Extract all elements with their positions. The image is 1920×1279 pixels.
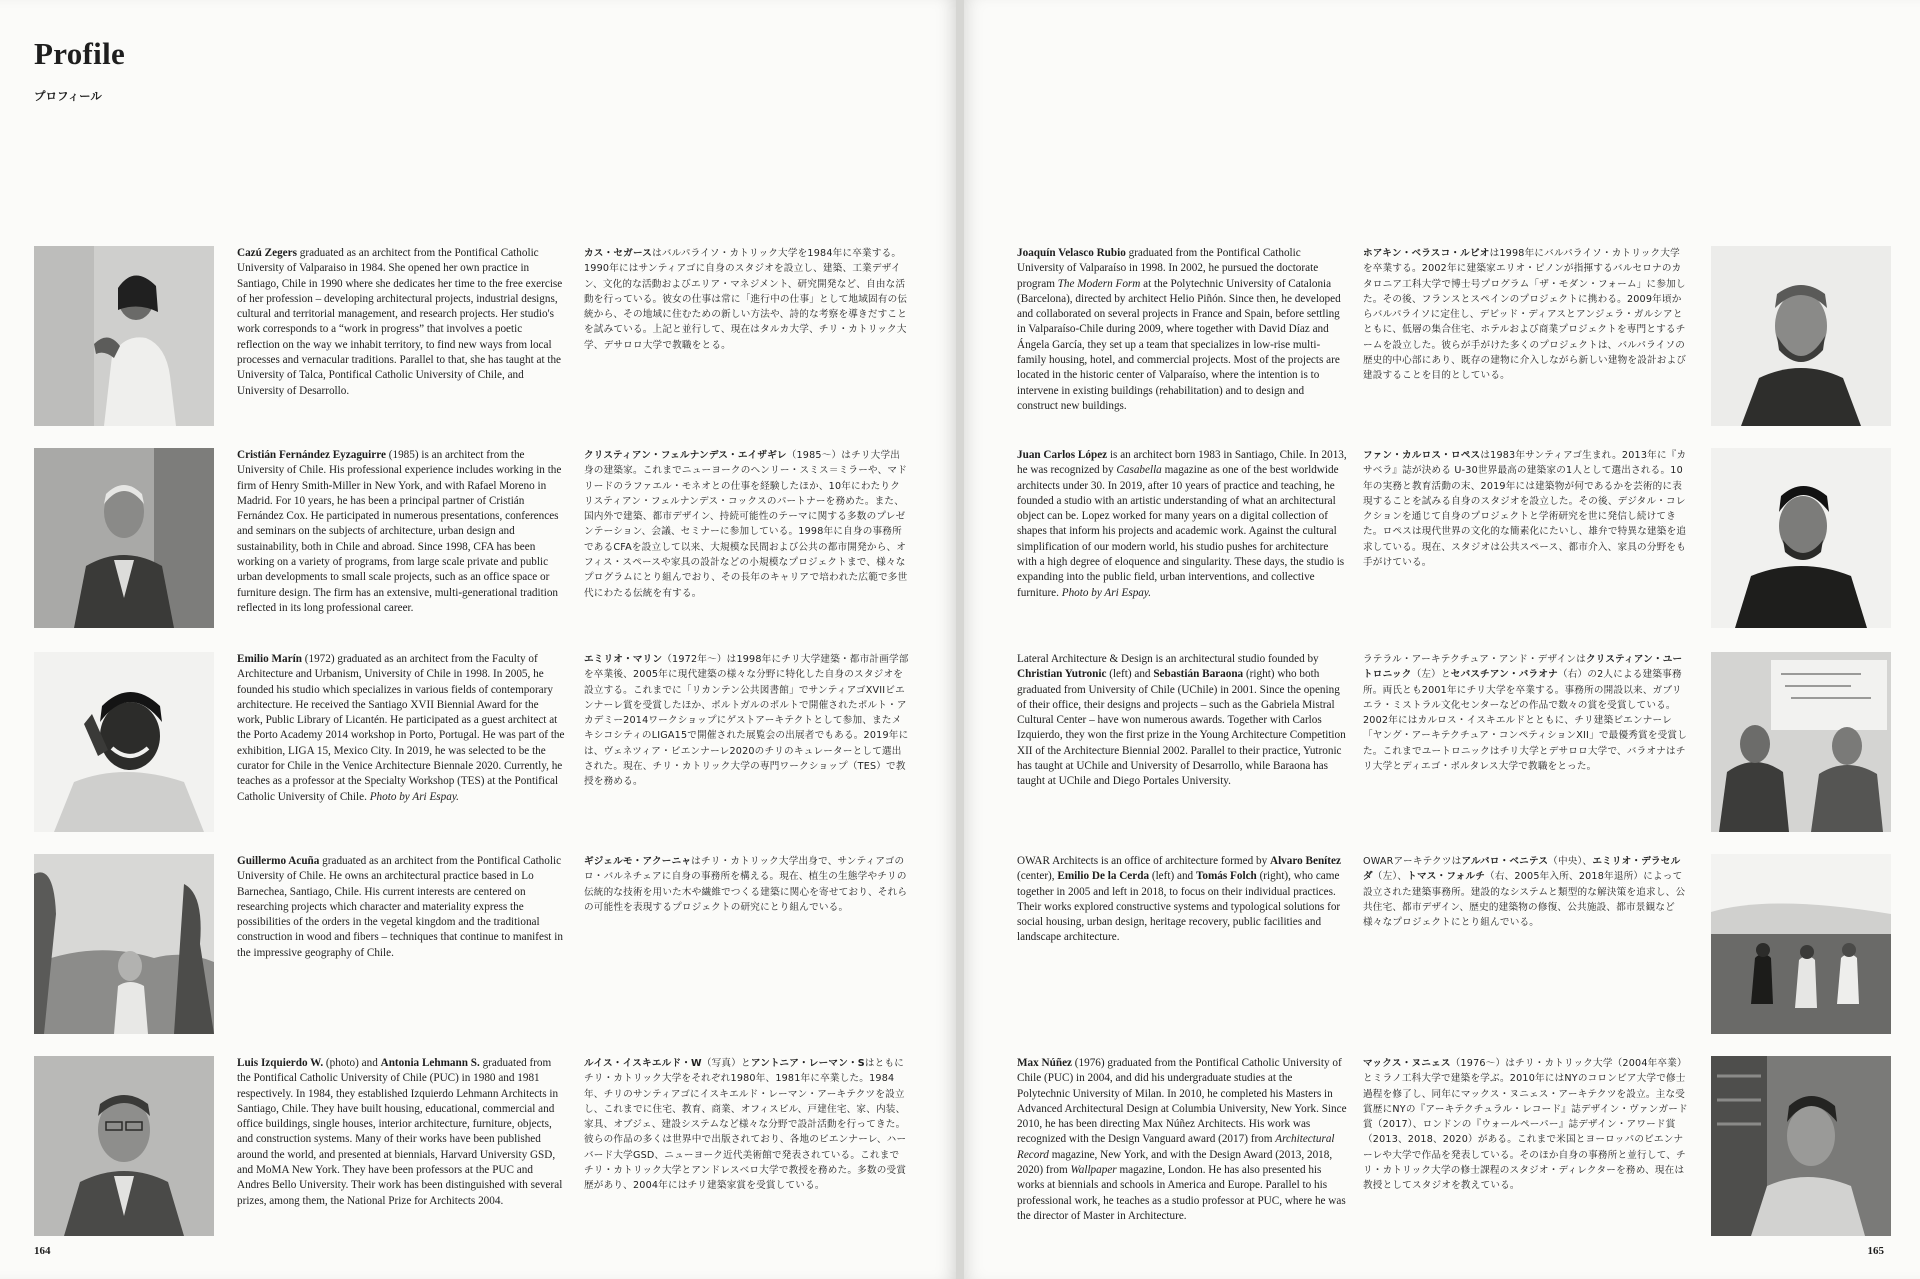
- profile-bio-ja: はチリ・カトリック大学出身で、サンティアゴのロ・バルネチェアに自身の事務所を構える。現在、植生の生態学やチリの伝統的な技術を用いた木や繊維でつくる建築に関心を寄せており、それらの可能性を表現するプロジェクトの研究にとり組んでいる。: [584, 856, 908, 913]
- profile-bio-en-part: magazine, New York, and with the Design Award (2013, 2018, 2020) from: [1017, 1148, 1333, 1177]
- profile-bio-en: is an architect born 1983 in Santiago, Chile. In 2013, he was recognized by: [1017, 449, 1347, 477]
- portrait-photo: [1711, 1056, 1891, 1236]
- profile-text-ja: [584, 448, 909, 601]
- portrait-photo: [34, 1056, 214, 1236]
- profile-text-en: [1017, 652, 1347, 790]
- profile-name-ja: クリスティアン・フェルナンデス・エイザギレ: [584, 450, 787, 461]
- profile-bio-ja: は1998年にバルパライソ・カトリック大学を卒業する。2002年に建築家エリオ・ピノンが指揮するバルセロナのカタロニア工科大学で博士号プログラム「ザ・モダン・フォーム」に参加した。その後、フランスとスペインのプロジェクトに携わる。2009年頃からバルパライソに定住し、デビッド・ディアスとアンジェラ・ガルシアとともに、低層の集合住宅、ホテルおよび商業プロジェクトを専門とするチームを設立した。彼らが手がけた多くのプロジェクトは、バルパライソの歴史的中心部にあり、既存の建物に介入しながら新しい建物を設計および建設することを目的としている。: [1363, 248, 1687, 382]
- profile-name-ja: クリスティアン・ユートロニック: [1363, 654, 1683, 681]
- profile-bio-en-part: (left) and: [1149, 870, 1196, 883]
- profile-text-en: [237, 854, 567, 961]
- profile-entry: [964, 854, 1920, 1036]
- profile-bio-ja-part: （左）と: [1411, 669, 1451, 681]
- profile-name-en: Cristián Fernández Eyzaguirre: [237, 449, 386, 461]
- book-gutter: [956, 0, 964, 1279]
- portrait-photo: [34, 652, 214, 832]
- profile-name-en: Max Núñez: [1017, 1057, 1072, 1069]
- profile-text-en: [1017, 1056, 1347, 1224]
- profile-bio-en-part: magazine as one of the best worldwide architects under 30. In 2019, after 10 years of practice and teaching, he founded a studio with an artistic understanding of what an architectural object can be. Lopez worked for many years on a digital collection of shapes that inform his projects and academic work. Against the cultural simplification of our modern world, his studio pushes for architecture with a high degree of eloquence and singularity. These days, the studio is expanding into the public field, urban interventions, and collective furniture.: [1017, 464, 1345, 599]
- left-page: [0, 0, 956, 1279]
- profile-name-ja: アルバロ・ベニテス: [1461, 856, 1549, 867]
- profile-text-en: [1017, 854, 1347, 946]
- profile-bio-ja-part: （左）、: [1372, 871, 1408, 883]
- profile-name-ja-3: トマス・フォルチ: [1407, 871, 1486, 883]
- page-title: Profile: [34, 36, 126, 71]
- profile-bio-ja: は1983年サンティアゴ生まれ。2013年に『カサベラ』誌が決める U-30世界最高の建築家の1人として選出される。10年の実務と教育活動の末、2019年には建築物が何であるかを芸術的に表現することを試みる自身のスタジオを設立した。その後、デジタル・コレクションを通じて自身のプロジェクトと学術研究を世に発信し続けてきた。ロペスは現代世界の文化的な簡素化にたいし、雄弁で特異な建築を追求している。現在、スタジオは公共スペース、都市介入、家具の分野をも手がけている。: [1363, 450, 1687, 569]
- profile-name-ja-2: エミリオ・デラセルダ: [1363, 856, 1681, 883]
- profile-name-en-3: Tomás Folch: [1195, 870, 1257, 883]
- portrait-photo: [1711, 246, 1891, 426]
- profile-text-ja: [584, 246, 909, 353]
- profile-entry: [0, 1056, 956, 1238]
- page-subtitle: プロフィール: [34, 89, 102, 103]
- profile-name-en: Joaquín Velasco Rubio: [1017, 247, 1126, 259]
- profile-entry: [964, 1056, 1920, 1238]
- profile-text-en: [237, 448, 567, 616]
- profile-text-ja: [1363, 1056, 1688, 1194]
- publication-title: Wallpaper: [1070, 1164, 1117, 1177]
- portrait-photo: [1711, 652, 1891, 832]
- page-number: 164: [34, 1245, 51, 1257]
- profile-text-ja: [1363, 854, 1688, 930]
- publication-title: Casabella: [1116, 464, 1162, 477]
- profile-name-en: Juan Carlos López: [1017, 449, 1108, 461]
- profile-text-en: [237, 652, 567, 805]
- profile-name-ja: マックス・ヌニェス: [1363, 1058, 1451, 1069]
- profile-name-ja-2: セバスチアン・バラオナ: [1450, 669, 1558, 681]
- page-number: 165: [1867, 1245, 1884, 1257]
- profile-name-ja: ホアキン・ベラスコ・ルビオ: [1363, 248, 1490, 259]
- profile-bio-en-part: at the Polytechnic University of Catalonia (Barcelona), directed by architect Helio Piñón. Since then, he developed and collaborated on several projects in France and Spain, before settling in Valparaíso-Chile during 2009, where together with David Díaz and Ángela García, they set up a team that specializes in low-rise multi-family housing, hotel, and commercial projects. Most of the projects are located in the historic center of Valparaíso, where the intention is to intervene in existing buildings (rehabilitation) and to design and construct new buildings.: [1017, 277, 1341, 412]
- profile-name-ja-2: アントニア・レーマン・S: [750, 1058, 865, 1069]
- profile-name-en: Luis Izquierdo W.: [237, 1057, 324, 1069]
- profile-bio-ja-part: OWARアーキテクツは: [1363, 856, 1462, 867]
- profile-bio-ja: （1976〜）はチリ・カトリック大学（2004年卒業）とミラノ工科大学で建築を学ぶ。2010年にはNYのコロンビア大学で修士過程を修了し、同年にマックス・ヌニェス・アーキテクツを設立。主な受賞歴にNYの『アーキテクチュラル・レコード』誌デザイン・ヴァンガード賞（2017）、ロンドンの『ウォールペーパー』誌デザイン・アワード賞（2013、2018、2020）がある。これまで米国とヨーロッパのビエンナーレや大学で作品を発表している。そのほか自身の事務所と並行して、チリ・カトリック大学の修士課程のスタジオ・ディレクターを務め、現在は教授としてスタジオを教えている。: [1363, 1058, 1688, 1192]
- profile-name-en: Alvaro Benítez: [1269, 855, 1341, 867]
- profile-name-ja: ギジェルモ・アクーニャ: [584, 856, 692, 867]
- profile-entry: [0, 854, 956, 1036]
- profile-text-ja: [584, 854, 909, 915]
- profile-entry: [964, 448, 1920, 630]
- profile-name-en: Christian Yutronic: [1017, 668, 1107, 681]
- profile-bio-en-part: magazine, London. He has also presented his works at biennials and schools in America and Europe. Parallel to his professional work, he teaches as a studio professor at PUC, where he was the director of Master in Architecture.: [1017, 1164, 1346, 1222]
- profile-bio-ja: （右、2005年入所、2018年退所）によって設立された建築事務所。建設的なシステムと類型的な解決策を追求し、公共住宅、都市デザイン、歴史的建築物の修復、公共施設、都市景観など様々なプロジェクトにとり組んでいる。: [1363, 871, 1686, 929]
- profile-text-ja: [1363, 448, 1688, 570]
- profile-name-en: Emilio Marín: [237, 653, 302, 665]
- profile-name-en: Guillermo Acuña: [237, 855, 320, 867]
- profile-entry: [0, 246, 956, 428]
- profile-name-en-2: Sebastián Baraona: [1153, 668, 1244, 681]
- profile-bio-en: (1976) graduated from the Pontifical Catholic University of Chile (PUC) in 2004, and did his undergraduate studies at the Polytechnic University of Milan. In 2010, he completed his Masters in Advanced Architectural Design at Columbia University, New York. Since 2010, he has been directing Max Núñez Architects. His work was recognized with the Design Vanguard award (2017) from: [1017, 1057, 1347, 1146]
- profile-bio-ja: はともにチリ・カトリック大学をそれぞれ1980年、1981年に卒業した。1984年、チリのサンティアゴにイスキエルド・レーマン・アーキテクツを設立し、これまでに住宅、教育、商業、オフィスビル、戸建住宅、家、内装、家具、オブジェ、建設システムなど様々な分野で設計活動を行ってきた。彼らの作品の多くは世界中で出版されており、各地のビエンナーレ、ハーバード大学GSD、ニューヨーク近代美術館で発表されている。これまでチリ・カトリック大学とアンドレスベロ大学で教授を務めた。多数の受賞歴があり、2004年にはチリ建築家賞を受賞している。: [584, 1058, 907, 1192]
- profile-entry: [0, 448, 956, 630]
- profile-bio-en-part: Lateral Architecture & Design is an architectural studio founded by: [1017, 653, 1319, 665]
- profile-text-en: [1017, 246, 1347, 414]
- profile-name-ja: ファン・カルロス・ロペス: [1363, 450, 1481, 461]
- profile-name-en-2: Antonia Lehmann S.: [380, 1057, 480, 1069]
- profile-bio-en: graduated as an architect from the Pontifical Catholic University of Valparaiso in 1984. She opened her own practice in Santiago, Chile in 1990 where she dedicates her time to the free exercise of her profession – developing architectural projects, industrial designs, cultural and territorial management, and research projects. Her studio's work corresponds to a “work in progress” that involves a poetic reflection on the way we inhabit territory, to find new ways from local processes and vernacular traditions. Parallel to that, she has taught at the University of Talca, Pontifical Catholic University of Chile, and University of Desarrollo.: [237, 247, 563, 397]
- profile-bio-en-part: (photo) and: [323, 1057, 381, 1069]
- profile-text-ja: [584, 1056, 909, 1194]
- profile-text-en: [237, 1056, 567, 1209]
- profile-name-ja: ルイス・イスキエルド・W: [584, 1058, 702, 1069]
- profile-text-ja: [1363, 246, 1688, 384]
- profile-bio-ja: （1972年〜）は1998年にチリ大学建築・都市計画学部を卒業後、2005年に現代建築の様々な分野に特化した自身のスタジオを設立する。これまでに「リカンテン公共図書館」でサンティアゴXVIIビエンナーレ賞を受賞したほか、ポルトガルのポルトで開催されたポルト・アカデミー2014ワークショップにゲストアーキテクトとして参加、またメキシコシティのLIGA15で開催された展覧会の出展者でもある。2019年には、ヴェネツィア・ビエンナーレ2020のチリのキュレーターとして選出された。現在、チリ・カトリック大学の専門ワークショップ（TES）で教授を務める。: [584, 654, 909, 788]
- profile-text-ja: [584, 652, 909, 790]
- profile-bio-en-part: (center),: [1017, 870, 1058, 883]
- profile-bio-en: graduated from the Pontifical Catholic University of Chile (PUC) in 1980 and 1981 respectively. In 1984, they established Izquierdo Lehmann Architects in Santiago, Chile. They have built housing, educational, commercial and office buildings, single houses, interior architecture, furniture, objects, and construction systems. Many of their works have been published around the world, and presented at biennials, Harvard University GSD, and MoMA New York. They have been professors at the PUC and Andres Bello University. Their work has been distinguished with several prizes, among them, the National Prize for Architects 2004.: [237, 1057, 563, 1207]
- profile-bio-ja: （右）の2人による建築事務所。両氏とも2001年にチリ大学を卒業する。事務所の開設以来、ガブリエラ・ミストラル文化センターなどの作品で数々の賞を受賞している。2002年にはカルロス・イスキエルドとともに、チリ建築ビエンナーレ「ヤング・アーキテクチュア・コンペティションXII」で最優秀賞を受賞した。これまでユートロニックはチリ大学とデサロロ大学で、バラオナはチリ大学とディエゴ・ポルタレス大学で教職をとった。: [1363, 669, 1688, 773]
- photo-credit: Photo by Ari Espay.: [1061, 586, 1152, 599]
- profile-name-en-2: Emilio De la Cerda: [1057, 870, 1150, 883]
- group-photo: [1711, 854, 1891, 1034]
- profile-text-en: [1017, 448, 1347, 601]
- profile-bio-ja-part: ラテラル・アーキテクチュア・アンド・デザインは: [1363, 654, 1586, 665]
- profile-entry: [0, 652, 956, 834]
- profile-bio-en-part: (left) and: [1106, 668, 1154, 681]
- profile-bio-ja-part: （中央）、: [1548, 856, 1593, 867]
- profile-text-en: [237, 246, 567, 399]
- profile-bio-en: (1972) graduated as an architect from the Faculty of Architecture and Urbanism, University of Chile in 1998. In 2005, he founded his studio which specializes in various fields of contemporary architecture. He received the Santiago XVII Biennial Award for the work, Public Library of Licantén. He participated as a guest architect at the Porto Academy 2014 workshop in Porto, Portugal. He was part of the exhibition, LIGA 15, Mexico City. In 2019, he was selected to be the curator for Chile in the Venice Architecture Biennale 2020. Currently, he teaches as a professor at the Specialty Workshop (TES) at the Pontifical Catholic University of Chile.: [237, 653, 565, 803]
- photo-credit: Photo by Ari Espay.: [369, 790, 459, 803]
- profile-bio-en: (1985) is an architect from the University of Chile. His professional experience includes working in the firm of Henry Smith-Miller in New York, and with Rafael Moreno in Madrid. For 10 years, he has been a principal partner of Cristián Fernández Cox. He participated in numerous presentations, conferences and seminars on the subjects of architecture, urban design and sustainability, both in Chile and abroad. Since 1998, CFA has been working on a variety of programs, from large scale private and public urban developments to small scale projects, such as an office space or furniture design. The firm has an extensive, multi-generational tradition reflected in its long professional career.: [237, 449, 562, 614]
- portrait-photo: [34, 246, 214, 426]
- profile-name-en: Cazú Zegers: [237, 247, 297, 259]
- profile-entry: [964, 652, 1920, 834]
- right-page: [964, 0, 1920, 1279]
- profile-entry: [964, 246, 1920, 428]
- portrait-photo: [1711, 448, 1891, 628]
- profile-bio-en: graduated as an architect from the Pontifical Catholic University of Chile. He owns an architectural practice based in Lo Barnechea, Santiago, Chile. His current interests are centered on researching projects which character and materiality express the possibilities of the orders in the vegetal kingdom and the traditional construction in wood and fibers – techniques that continue to manifest in the impressive geography of Chile.: [237, 855, 563, 959]
- profile-bio-en: (right), who came together in 2005 and left in 2018, to focus on their individual practices. Their works explored constructive systems and typological solutions for social housing, urban design, heritage recovery, public facilities and landscape architecture.: [1017, 870, 1341, 944]
- profile-bio-en-part: OWAR Architects is an office of architecture formed by: [1017, 855, 1270, 867]
- publication-title: The Modern Form: [1057, 277, 1141, 290]
- profile-name-ja: カス・セガース: [584, 248, 653, 259]
- portrait-photo: [34, 854, 214, 1034]
- profile-bio-en: (right) who both graduated from University of Chile (UChile) in 2001. Since the opening of their office, their designs and projects – such as the Gabriela Mistral Cultural Center – have won numerous awards. Together with Carlos Izquierdo, they won the first prize in the Young Architecture Competition XII of the Architecture Biennial 2002. Parallel to their practice, Yutronic has taught at UChile and University of Desarrollo, while Baraona has taught at UChile and Diego Portales University.: [1017, 668, 1346, 788]
- profile-bio-ja: はバルパライソ・カトリック大学を1984年に卒業する。1990年にはサンティアゴに自身のスタジオを設立し、建築、工業デザイン、文化的な活動およびエリア・マネジメント、研究開発など、自由な活動を行っている。彼女の仕事は常に「進行中の仕事」として地域固有の伝統から、その地域に住むための新しい方法や、詩的な考察を導きだすことを試みている。上記と並行して、現在はタルカ大学、チリ・カトリック大学、デサロロ大学で教職をとる。: [584, 248, 908, 351]
- profile-bio-en: graduated from the Pontifical Catholic University of Valparaíso in 1998. In 2002, he pursued the doctorate program: [1017, 247, 1319, 290]
- profile-bio-ja: （1985〜）はチリ大学出身の建築家。これまでニューヨークのヘンリー・スミス＝ミラーや、マドリードのラファエル・モネオとの仕事を経験したほか、10年にわたりクリスティアン・フェルナンデス・コックスのパートナーを務めた。また、国内外で建築、都市デザイン、持続可能性のテーマに関する多数のプレゼンテーション、会議、セミナーに参加している。1998年に自身の事務所であるCFAを設立して以来、大規模な民間および公共の都市開発から、オフィス・スペースや家具の設計などの小規模なプロジェクトまで、様々なプログラムにとり組んでおり、その長年のキャリアで培われた広範で多世代にわたる伝統を有する。: [584, 450, 908, 599]
- publication-title: Architectural Record: [1017, 1133, 1335, 1161]
- portrait-photo: [34, 448, 214, 628]
- profile-text-ja: [1363, 652, 1688, 774]
- profile-name-ja: エミリオ・マリン: [584, 654, 663, 665]
- profile-bio-ja-part: （写真）と: [701, 1058, 751, 1069]
